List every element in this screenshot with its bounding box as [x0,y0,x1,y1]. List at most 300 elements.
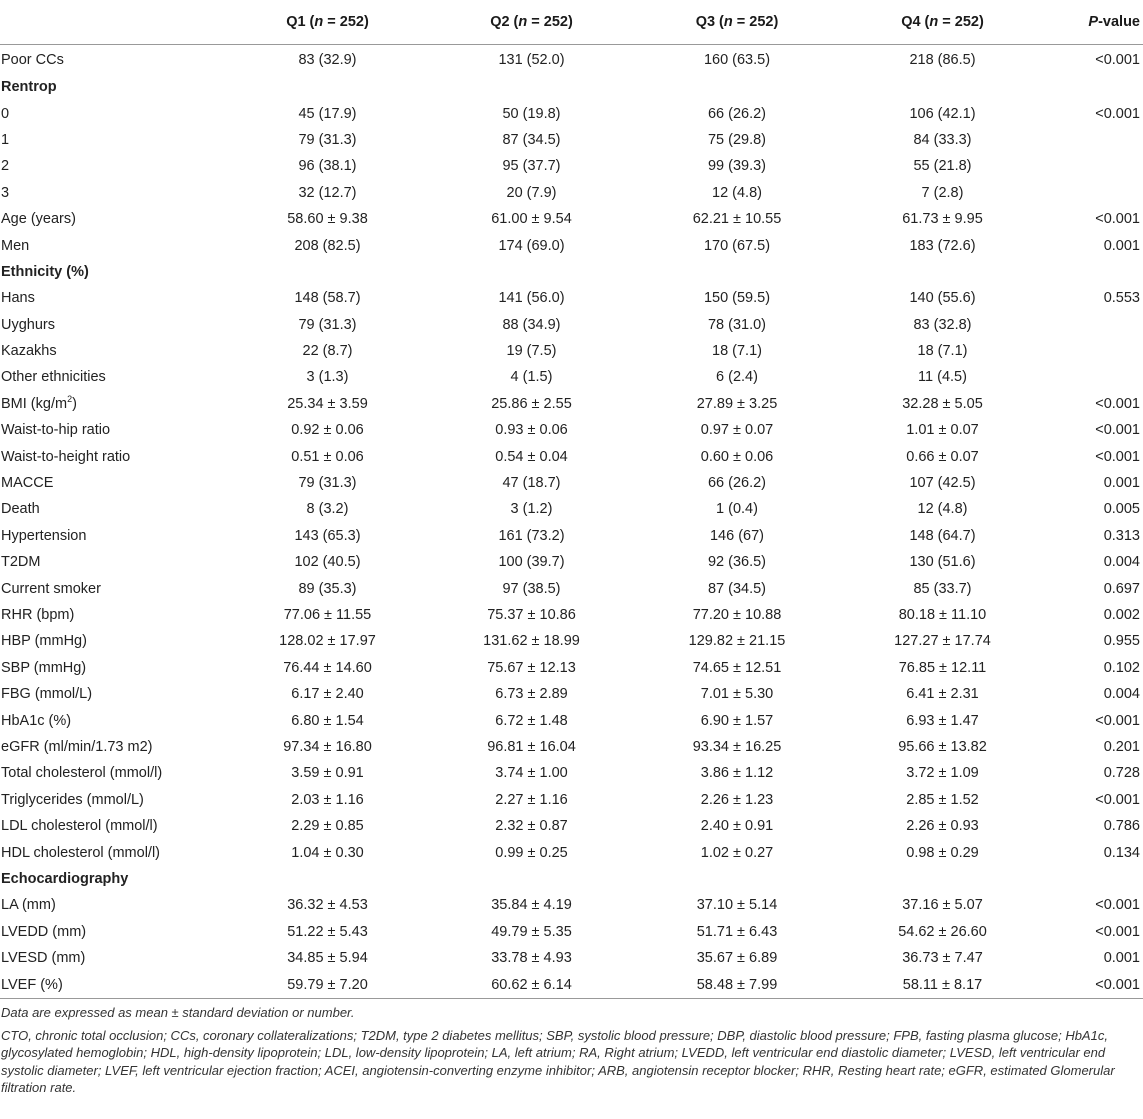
header-q3-count: = 252) [732,14,779,30]
cell-q1: 76.44 ± 14.60 [283,659,372,676]
table-row [0,100,1143,126]
cell-q4: 2.26 ± 0.93 [906,818,979,835]
header-q2-count: = 252) [527,14,573,30]
cell-p-value [1045,259,1143,285]
cell-q2 [429,259,634,285]
cell-q4: 6.41 ± 2.31 [906,686,979,703]
table-row [0,312,1143,338]
table-row [0,945,1143,971]
row-label [0,813,226,839]
row-label-text: MACCE [1,475,54,492]
cell-p-value: <0.001 [1095,448,1140,465]
table-row [0,285,1143,311]
cell-q1: 34.85 ± 5.94 [287,950,368,967]
cell-q2: 161 (73.2) [498,527,565,544]
row-label-text: Current smoker [1,580,101,597]
cell-p-value: 0.102 [1103,659,1140,676]
cell-p-value: 0.786 [1103,818,1140,835]
cell-q1: 128.02 ± 17.97 [279,633,376,650]
header-q3-label: Q3 ( [695,14,724,30]
cell-q4: 107 (42.5) [909,475,976,492]
cell-p-value: <0.001 [1095,211,1140,228]
row-label [0,602,226,628]
cell-q4: 54.62 ± 26.60 [898,923,987,940]
cell-q3 [634,74,840,100]
cell-q1: 79 (31.3) [298,475,357,492]
row-label [0,892,226,918]
cell-q3: 27.89 ± 3.25 [696,395,778,412]
table-footnotes [0,1004,1141,1096]
row-label [0,707,226,733]
cell-q3: 87 (34.5) [707,580,767,597]
cell-q4: 76.85 ± 12.11 [898,659,987,676]
row-label [0,945,226,971]
cell-p-value [1045,74,1143,100]
cell-q4: 18 (7.1) [917,343,968,360]
cell-q3: 7.01 ± 5.30 [700,686,774,703]
cell-q1: 77.06 ± 11.55 [283,607,372,623]
table-row [0,391,1143,417]
cell-q2: 50 (19.8) [502,105,561,122]
cell-p-value [1045,312,1143,338]
cell-q3: 51.71 ± 6.43 [696,923,778,940]
row-label [0,760,226,786]
cell-q3: 1 (0.4) [716,501,758,518]
cell-q2 [429,866,634,892]
cell-q4: 218 (86.5) [909,51,976,68]
cell-q1: 79 (31.3) [298,316,357,333]
table-row [0,206,1143,232]
cell-q1: 25.34 ± 3.59 [287,395,368,412]
cell-q2: 6.72 ± 1.48 [495,712,568,729]
cell-p-value: <0.001 [1095,422,1140,439]
cell-q2: 95 (37.7) [502,158,561,175]
cell-p-value: 0.001 [1103,237,1140,254]
table-row [0,549,1143,575]
cell-q4: 183 (72.6) [909,237,976,254]
cell-p-value: 0.001 [1103,950,1140,967]
row-label [0,100,226,126]
cell-q2: 4 (1.5) [510,369,553,386]
row-label-text: eGFR (ml/min/1.73 m2) [1,738,153,755]
cell-p-value: 0.004 [1103,686,1140,703]
row-label-text: LDL cholesterol (mmol/l) [1,818,158,835]
row-label-text: LVEDD (mm) [1,923,87,940]
cell-q3: 74.65 ± 12.51 [692,659,782,676]
row-label [0,734,226,760]
cell-q1: 79 (31.3) [298,131,357,148]
cell-q1: 58.60 ± 9.38 [287,211,368,228]
row-label [0,787,226,813]
cell-q2: 3.74 ± 1.00 [495,765,568,782]
row-label-text: FBG (mmol/L) [1,686,93,703]
cell-q3: 62.21 ± 10.55 [692,211,782,228]
cell-q4: 84 (33.3) [913,131,972,148]
cell-p-value [1045,338,1143,364]
row-label [0,575,226,601]
cell-q2: 97 (38.5) [502,580,561,597]
cell-q2: 49.79 ± 5.35 [491,923,572,940]
table-row [0,787,1143,813]
row-label-text: Poor CCs [1,51,64,68]
cell-q3: 150 (59.5) [703,290,771,307]
header-p-italic: P [1088,14,1099,30]
cell-p-value [1045,866,1143,892]
cell-p-value: 0.553 [1103,290,1140,307]
cell-p-value: <0.001 [1095,791,1140,808]
cell-p-value: 0.001 [1103,475,1140,492]
cell-q3: 12 (4.8) [712,184,762,201]
cell-q1: 102 (40.5) [294,554,361,571]
header-q4 [840,0,1045,45]
row-label [0,470,226,496]
header-q3 [634,0,840,45]
cell-p-value: <0.001 [1045,971,1143,999]
row-label-text: Death [1,501,40,518]
table-row [0,443,1143,469]
cell-q1 [226,866,429,892]
cell-q3: 160 (63.5) [703,51,771,68]
table-row [0,760,1143,786]
cell-q1: 143 (65.3) [294,527,361,544]
header-q1 [226,0,429,45]
cell-q2: 60.62 ± 6.14 [429,971,634,999]
cell-q3: 2.26 ± 1.23 [700,791,774,808]
row-label-superscript: 2 [67,394,73,405]
row-label-text: HBP (mmHg) [1,633,87,650]
section-label [0,259,226,285]
row-label-text: Men [1,237,30,254]
cell-q3: 0.60 ± 0.06 [700,448,774,465]
cell-q2: 141 (56.0) [498,290,565,307]
table-row [0,45,1143,75]
table-row [0,523,1143,549]
row-label [0,417,226,443]
row-label-text: Uyghurs [1,316,55,333]
cell-q3: 146 (67) [709,527,764,544]
row-label-text: 2 [1,158,10,175]
cell-q4: 1.01 ± 0.07 [906,422,979,439]
cell-q3 [634,259,840,285]
cell-q1: 51.22 ± 5.43 [287,923,368,940]
table-header [0,0,1143,45]
cell-q2: 25.86 ± 2.55 [491,395,572,412]
cell-q1: 1.04 ± 0.30 [291,844,364,861]
table-row [0,470,1143,496]
row-label-text: Kazakhs [1,343,57,360]
table-row [0,681,1143,707]
row-label-text: Total cholesterol (mmol/l) [1,765,163,782]
cell-q2: 2.32 ± 0.87 [495,818,568,835]
cell-q1 [226,259,429,285]
cell-q3: 6.90 ± 1.57 [700,712,774,729]
header-q1-label: Q1 ( [286,14,315,30]
header-p-value [1045,0,1143,45]
header-row [0,0,1143,45]
cell-q3: 99 (39.3) [707,158,767,175]
table-row [0,628,1143,654]
cell-q1: 0.92 ± 0.06 [291,422,364,439]
row-label-text: Waist-to-height ratio [1,448,131,465]
cell-q2: 20 (7.9) [506,184,557,201]
cell-q1: 83 (32.9) [298,51,357,68]
table-row [0,575,1143,601]
cell-p-value [1045,180,1143,206]
cell-q4: 37.16 ± 5.07 [902,897,983,914]
cell-q4: 12 (4.8) [917,501,968,518]
cell-q2: 96.81 ± 16.04 [487,738,576,755]
cell-q4: 85 (33.7) [913,580,972,597]
row-label-text: 3 [1,184,10,201]
cell-q3: 35.67 ± 6.89 [696,950,778,967]
cell-q2: 131.62 ± 18.99 [483,633,580,650]
header-q2-n: n [518,14,528,30]
section-row [0,259,1143,285]
cell-q1: 96 (38.1) [298,158,357,175]
cell-q2: 6.73 ± 2.89 [495,686,568,703]
row-label [0,338,226,364]
header-q4-label: Q4 ( [901,14,930,30]
table-row [0,707,1143,733]
cell-q2: 19 (7.5) [506,343,557,360]
cell-q4: 3.72 ± 1.09 [906,765,979,782]
cell-q2: 0.99 ± 0.25 [495,844,568,861]
row-label [0,655,226,681]
row-label-text: Echocardiography [1,870,129,887]
cell-q3: 1.02 ± 0.27 [700,844,774,861]
table-row [0,338,1143,364]
row-label [0,180,226,206]
cell-q3: 129.82 ± 21.15 [688,633,786,650]
table-row [0,919,1143,945]
cell-q2: 2.27 ± 1.16 [495,791,568,808]
cell-q4: 2.85 ± 1.52 [906,791,979,808]
row-label [0,523,226,549]
table-row [0,734,1143,760]
cell-q2: 87 (34.5) [502,131,561,148]
cell-p-value: 0.697 [1103,580,1140,597]
row-label-text: LA (mm) [1,897,56,914]
row-label-text: LVEF (%) [1,976,63,993]
table-row [0,180,1143,206]
table-body [0,45,1143,999]
row-label-text: Hypertension [1,527,87,544]
header-q1-count: = 252) [323,14,369,30]
cell-q2: 174 (69.0) [498,237,565,254]
row-label [0,391,226,417]
row-label [0,971,226,999]
row-label-text: LVESD (mm) [1,950,86,967]
cell-q2: 131 (52.0) [498,51,565,68]
cell-q4: 55 (21.8) [913,158,972,175]
cell-q4: 130 (51.6) [909,554,976,571]
cell-q4: 58.11 ± 8.17 [840,971,1045,999]
table-row [0,127,1143,153]
cell-p-value: 0.313 [1103,527,1140,544]
cell-q4: 11 (4.5) [918,369,967,386]
header-q4-n: n [929,14,939,30]
row-label [0,127,226,153]
cell-q4: 0.98 ± 0.29 [906,844,979,861]
cell-p-value [1045,364,1143,390]
header-q2 [429,0,634,45]
cell-p-value: <0.001 [1095,395,1140,412]
cell-p-value: 0.955 [1103,633,1140,650]
cell-q3: 93.34 ± 16.25 [692,738,782,755]
cell-q4: 127.27 ± 17.74 [894,633,991,650]
cell-q4 [840,74,1045,100]
cell-q1: 3.59 ± 0.91 [291,765,364,782]
row-label-text: Triglycerides (mmol/L) [1,791,144,808]
cell-q4 [840,866,1045,892]
section-label [0,74,226,100]
row-label-text: RHR (bpm) [1,607,75,623]
row-label [0,153,226,179]
row-label [0,312,226,338]
cell-q3: 75 (29.8) [707,131,767,148]
cell-q1: 36.32 ± 4.53 [287,897,368,914]
row-label-text: 1 [1,131,10,148]
row-label [0,681,226,707]
row-label-text: Rentrop [1,79,57,96]
cell-q1: 8 (3.2) [306,501,349,518]
row-label-text: SBP (mmHg) [1,659,87,676]
cell-q1 [226,74,429,100]
row-label-text: HbA1c (%) [1,712,72,729]
row-label [0,839,226,865]
cell-q4 [840,259,1045,285]
row-label [0,364,226,390]
cell-q2: 88 (34.9) [502,316,561,333]
cell-q4: 61.73 ± 9.95 [902,211,983,228]
cell-p-value: <0.001 [1095,51,1140,68]
cell-p-value: 0.002 [1103,607,1140,623]
row-label-text: T2DM [1,554,41,571]
cell-p-value: 0.201 [1103,738,1140,755]
cell-q1: 32 (12.7) [298,184,357,201]
cell-q4: 95.66 ± 13.82 [898,738,987,755]
cell-q2: 0.54 ± 0.04 [495,448,568,465]
row-label-text: Age (years) [1,211,76,228]
cell-p-value: <0.001 [1095,105,1140,122]
cell-q3: 78 (31.0) [707,316,767,333]
cell-q1: 3 (1.3) [306,369,349,386]
cell-q4: 106 (42.1) [909,105,976,122]
cell-q1: 6.80 ± 1.54 [291,712,364,729]
row-label [0,285,226,311]
row-label [0,628,226,654]
cell-q3: 92 (36.5) [707,554,767,571]
cell-q1: 89 (35.3) [298,580,357,597]
cell-q3: 170 (67.5) [703,237,771,254]
row-label [0,232,226,258]
row-label-tail: ) [72,395,77,412]
cell-q1: 0.51 ± 0.06 [291,448,364,465]
cell-q2: 35.84 ± 4.19 [491,897,572,914]
header-p-rest: -value [1098,14,1140,30]
header-variable [0,0,226,45]
header-q2-label: Q2 ( [490,14,519,30]
row-label [0,549,226,575]
cell-q4: 6.93 ± 1.47 [906,712,979,729]
cell-p-value: 0.004 [1103,554,1140,571]
cell-q2: 0.93 ± 0.06 [495,422,568,439]
row-label [0,443,226,469]
row-label-text: Hans [1,290,35,307]
table-row [0,892,1143,918]
cell-q3: 66 (26.2) [707,105,767,122]
section-row [0,866,1143,892]
cell-q3: 3.86 ± 1.12 [700,765,774,782]
cell-q1: 45 (17.9) [298,105,357,122]
cell-p-value: 0.134 [1103,844,1140,861]
cell-q3: 18 (7.1) [712,343,762,360]
table-row [0,232,1143,258]
cell-p-value [1045,127,1143,153]
cell-p-value: 0.005 [1103,501,1140,518]
cell-p-value: 0.728 [1103,765,1140,782]
cell-q2: 61.00 ± 9.54 [491,211,572,228]
cell-q4: 32.28 ± 5.05 [902,395,983,412]
cell-q2: 33.78 ± 4.93 [491,950,572,967]
header-q1-n: n [314,14,324,30]
footnote-abbreviations: CTO, chronic total occlusion; CCs, coronary collateralizations; T2DM, type 2 diabetes mellitus; SBP, systolic blood pressure; DBP, diastolic blood pressure; FPB, fasting plasma glucose; HbA1c, glycosylated hemoglobin; HDL, high-density lipoprotein; LDL, low-density lipoprotein; LA, left atrium; RA, Right atrium; LVEDD, left ventricular end diastolic diameter; LVESD, left ventricular end systolic diameter; LVEF, left ventricular ejection fraction; ACEI, angiotensin-converting enzyme inhibitor; ARB, angiotensin receptor blocker; RHR, Resting heart rate; eGFR, estimated Glomerular filtration rate. [1,1027,1115,1095]
row-label [0,206,226,232]
cell-q1: 59.79 ± 7.20 [226,971,429,999]
cell-q2: 75.67 ± 12.13 [487,659,576,676]
section-row [0,74,1143,100]
cell-q4: 0.66 ± 0.07 [906,448,979,465]
cell-q4: 140 (55.6) [909,290,976,307]
row-label-text: HDL cholesterol (mmol/l) [1,844,160,861]
cell-q4: 7 (2.8) [921,184,964,201]
table-row [0,971,1143,999]
row-label-text: Ethnicity (%) [1,263,89,280]
cell-q1: 2.29 ± 0.85 [291,818,364,835]
cell-q4: 148 (64.7) [909,527,976,544]
header-q4-count: = 252) [938,14,984,30]
row-label-text: BMI (kg/m [1,395,68,412]
row-label-text: Other ethnicities [1,369,106,386]
cell-p-value: <0.001 [1095,897,1140,914]
cell-q1: 6.17 ± 2.40 [291,686,364,703]
cell-p-value: <0.001 [1095,712,1140,729]
table-row [0,364,1143,390]
table-row [0,813,1143,839]
cell-q2: 75.37 ± 10.86 [487,607,576,623]
cell-q3: 58.48 ± 7.99 [634,971,840,999]
table-row [0,153,1143,179]
cell-q1: 208 (82.5) [294,237,361,254]
footnote-data-expression: Data are expressed as mean ± standard deviation or number. [1,1005,355,1021]
cell-q1: 148 (58.7) [294,290,361,307]
cell-p-value: <0.001 [1095,923,1140,940]
cell-q1: 22 (8.7) [302,343,353,360]
cell-q4: 80.18 ± 11.10 [898,607,987,623]
cell-q2 [429,74,634,100]
table-row [0,602,1143,628]
cell-q2: 3 (1.2) [510,501,553,518]
cell-q3: 77.20 ± 10.88 [692,607,782,623]
row-label-text: 0 [1,105,10,122]
cell-q3: 6 (2.4) [716,369,758,386]
cell-p-value [1045,153,1143,179]
row-label [0,45,226,75]
cell-q3: 2.40 ± 0.91 [700,818,774,835]
cell-q4: 83 (32.8) [913,316,972,333]
cell-q1: 97.34 ± 16.80 [283,738,372,755]
cell-q3: 66 (26.2) [707,475,767,492]
